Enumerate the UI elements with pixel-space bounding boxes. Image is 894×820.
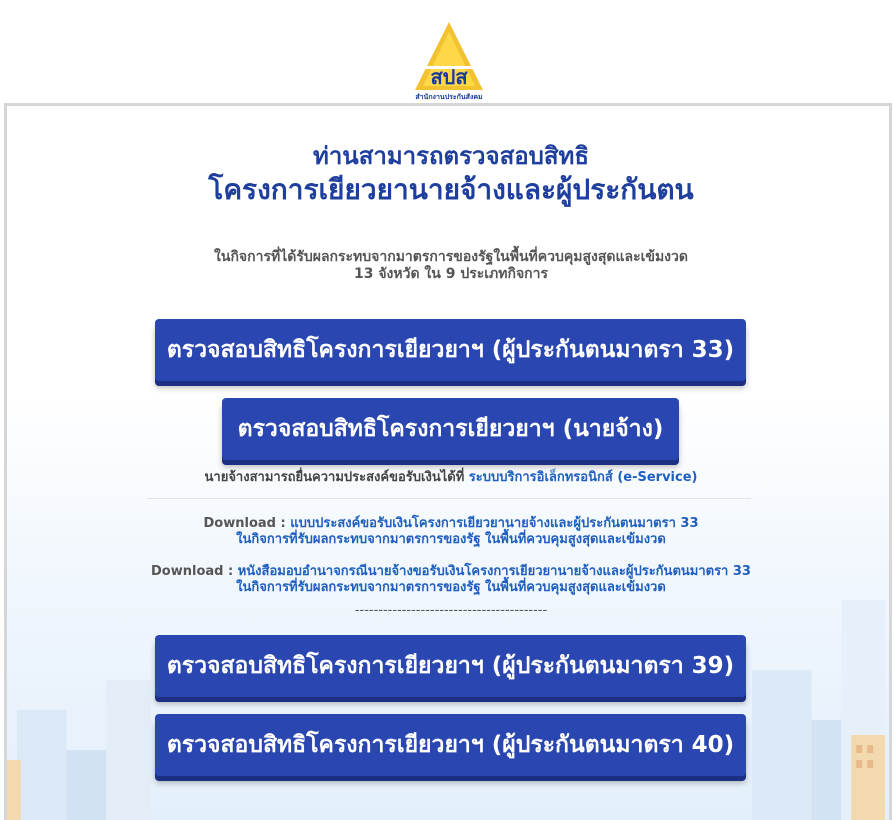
- page-title-line2: โครงการเยียวยานายจ้างและผู้ประกันตน: [208, 173, 694, 206]
- eservice-prefix: นายจ้างสามารถยื่นความประสงค์ขอรับเงินได้ที่: [204, 470, 465, 485]
- check-section39-button[interactable]: ตรวจสอบสิทธิโครงการเยียวยาฯ (ผู้ประกันตนมาตรา 39): [155, 635, 746, 697]
- download-authorization-link-line2[interactable]: ในกิจการที่รับผลกระทบจากมาตรการของรัฐ ในพื้นที่ควบคุมสูงสุดและเข้มงวด: [236, 580, 666, 595]
- download-form-link[interactable]: แบบประสงค์ขอรับเงินโครงการเยียวยานายจ้างและผู้ประกันตนมาตรา 33: [290, 516, 699, 531]
- eservice-note: [7, 466, 892, 487]
- sso-emblem-icon: [411, 18, 487, 94]
- download-item-form: [7, 516, 892, 548]
- main-panel: [4, 103, 892, 820]
- logo-org-name: สำนักงานประกันสังคม: [415, 93, 483, 101]
- download-form-link-line2[interactable]: ในกิจการที่รับผลกระทบจากมาตรการของรัฐ ในพื้นที่ควบคุมสูงสุดและเข้มงวด: [236, 532, 666, 547]
- divider: [147, 498, 751, 499]
- check-employer-button[interactable]: ตรวจสอบสิทธิโครงการเยียวยาฯ (นายจ้าง): [222, 398, 679, 460]
- subtitle-line1: ในกิจการที่ได้รับผลกระทบจากมาตรการของรัฐในพื้นที่ควบคุมสูงสุดและเข้มงวด: [214, 249, 688, 265]
- subtitle-line2: 13 จังหวัด ใน 9 ประเภทกิจการ: [353, 266, 549, 282]
- check-section40-button[interactable]: ตรวจสอบสิทธิโครงการเยียวยาฯ (ผู้ประกันตนมาตรา 40): [155, 714, 746, 776]
- sso-logo: [408, 18, 490, 102]
- page-subtitle: [7, 249, 892, 283]
- logo-letters: สปส: [430, 65, 468, 89]
- download-authorization-link[interactable]: หนังสือมอบอำนาจกรณีนายจ้างขอรับเงินโครงการเยียวยานายจ้างและผู้ประกันตนมาตรา 33: [237, 564, 751, 579]
- check-section33-button[interactable]: ตรวจสอบสิทธิโครงการเยียวยาฯ (ผู้ประกันตนมาตรา 33): [155, 319, 746, 381]
- download-item-authorization: [7, 564, 892, 596]
- download-label: Download :: [151, 564, 234, 579]
- eservice-link[interactable]: ระบบบริการอิเล็กทรอนิกส์ (e-Service): [468, 470, 698, 485]
- page-title-line1: ท่านสามารถตรวจสอบสิทธิ: [313, 142, 589, 170]
- dashed-separator: -----------------------------------------: [354, 603, 548, 618]
- download-label: Download :: [203, 516, 286, 531]
